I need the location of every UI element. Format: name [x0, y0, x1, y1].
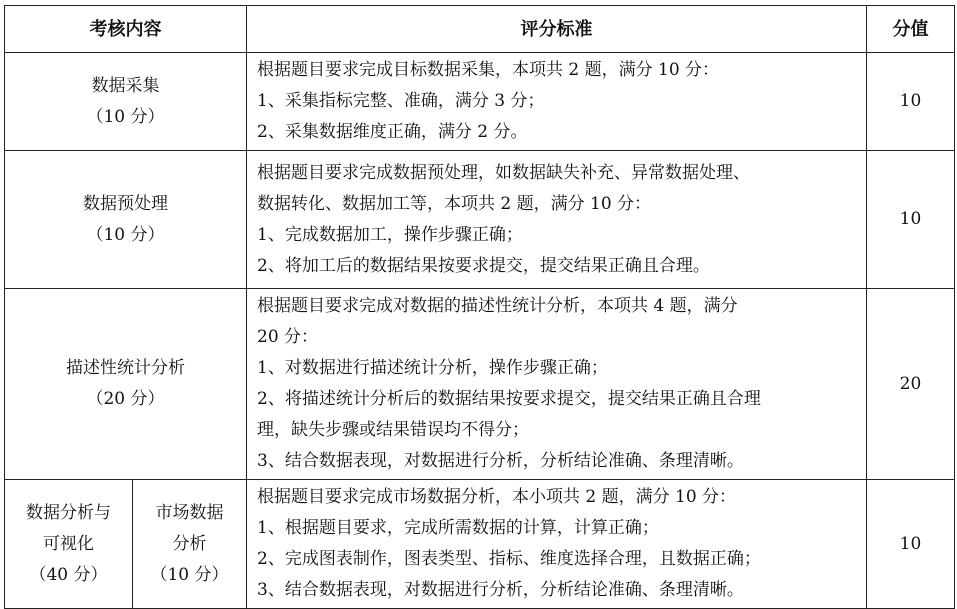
score-cell: 10 — [867, 480, 955, 609]
criteria-line: 理，缺失步骤或结果错误均不得分； — [257, 420, 529, 440]
criteria-line: 1、采集指标完整、准确，满分 3 分； — [257, 91, 545, 111]
criteria-line: 根据题目要求完成市场数据分析，本小项共 2 题，满分 10 分： — [257, 487, 737, 507]
table-row — [5, 151, 955, 289]
item-name: 数据预处理 — [83, 193, 168, 214]
item-name-line: 数据分析与 — [26, 502, 111, 523]
criteria-cell — [247, 480, 867, 609]
score-cell: 10 — [867, 53, 955, 151]
table-row — [5, 480, 955, 609]
criteria-line: 3、结合数据表现，对数据进行分析，分析结论准确、条理清晰。 — [257, 580, 744, 600]
score-cell: 20 — [867, 289, 955, 480]
sub-item-name-line: 分析 — [172, 533, 207, 554]
criteria-line: 数据转化、数据加工等，本项共 2 题，满分 10 分： — [257, 193, 652, 214]
criteria-line: 2、完成图表制作，图表类型、指标、维度选择合理，且数据正确； — [257, 549, 761, 569]
criteria-line: 3、结合数据表现，对数据进行分析，分析结论准确、条理清晰。 — [257, 451, 744, 471]
criteria-line: 20 分： — [257, 327, 319, 347]
header-criteria: 评分标准 — [247, 6, 867, 53]
table-row — [5, 53, 955, 151]
criteria-cell — [247, 289, 867, 480]
criteria-cell — [247, 53, 867, 151]
criteria-line: 根据题目要求完成数据预处理，如数据缺失补充、异常数据处理、 — [257, 162, 750, 183]
criteria-line: 2、采集数据维度正确，满分 2 分。 — [257, 122, 528, 142]
header-row — [5, 6, 955, 53]
item-points: （40 分） — [29, 564, 108, 585]
item-points: （20 分） — [86, 389, 165, 409]
item-cell — [5, 151, 247, 289]
header-score: 分值 — [867, 6, 955, 53]
criteria-line: 根据题目要求完成对数据的描述性统计分析，本项共 4 题，满分 — [257, 296, 738, 316]
scoring-table — [4, 5, 955, 609]
criteria-line: 1、对数据进行描述统计分析，操作步骤正确； — [257, 358, 608, 378]
item-points: （10 分） — [86, 106, 165, 127]
item-name: 描述性统计分析 — [66, 358, 185, 378]
item-cell — [5, 480, 133, 609]
item-name-line: 可视化 — [43, 533, 94, 554]
criteria-line: 根据题目要求完成目标数据采集，本项共 2 题，满分 10 分： — [257, 60, 720, 80]
sub-item-points: （10 分） — [150, 564, 229, 585]
criteria-line: 1、根据题目要求，完成所需数据的计算，计算正确； — [257, 518, 659, 538]
item-cell — [5, 53, 247, 151]
criteria-line: 1、完成数据加工，操作步骤正确； — [257, 224, 523, 245]
item-cell — [5, 289, 247, 480]
item-name: 数据采集 — [91, 75, 160, 96]
table-row — [5, 289, 955, 480]
score-cell: 10 — [867, 151, 955, 289]
sub-item-cell — [133, 480, 247, 609]
item-points: （10 分） — [86, 224, 165, 245]
criteria-line: 2、将描述统计分析后的数据结果按要求提交，提交结果正确且合理 — [257, 389, 761, 409]
header-content: 考核内容 — [5, 6, 247, 53]
criteria-line: 2、将加工后的数据结果按要求提交，提交结果正确且合理。 — [257, 255, 710, 276]
sub-item-name-line: 市场数据 — [155, 502, 224, 523]
criteria-cell — [247, 151, 867, 289]
